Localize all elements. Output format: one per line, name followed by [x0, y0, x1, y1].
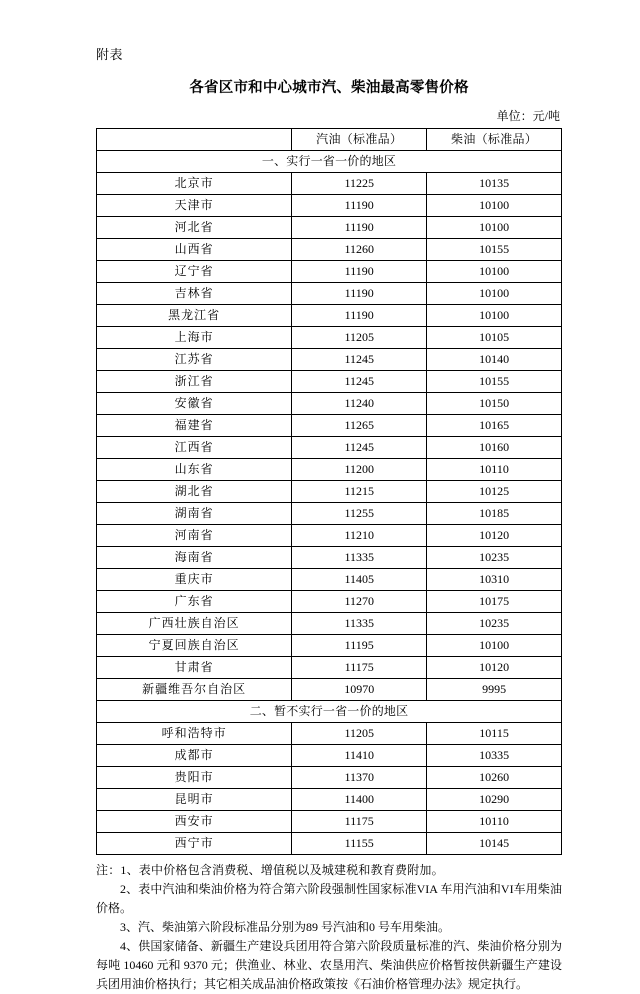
table-header-row	[97, 129, 562, 151]
gasoline-price: 11370	[292, 767, 427, 789]
region-name: 山东省	[97, 459, 292, 481]
table-row	[97, 173, 562, 195]
gasoline-price: 11155	[292, 833, 427, 855]
diesel-price: 10260	[427, 767, 562, 789]
region-name: 新疆维吾尔自治区	[97, 679, 292, 701]
table-row	[97, 195, 562, 217]
region-name: 昆明市	[97, 789, 292, 811]
diesel-price: 10150	[427, 393, 562, 415]
note-2: 2、表中汽油和柴油价格为符合第六阶段强制性国家标准VIA 车用汽油和VI车用柴油价格。	[96, 882, 562, 915]
diesel-price: 10140	[427, 349, 562, 371]
table-row	[97, 525, 562, 547]
notes-block	[96, 861, 562, 994]
table-row	[97, 503, 562, 525]
region-name: 呼和浩特市	[97, 723, 292, 745]
gasoline-price: 11190	[292, 305, 427, 327]
section-label: 二、暂不实行一省一价的地区	[97, 701, 562, 723]
gasoline-price: 11225	[292, 173, 427, 195]
table-row	[97, 789, 562, 811]
section-label: 一、实行一省一价的地区	[97, 151, 562, 173]
region-name: 广东省	[97, 591, 292, 613]
region-name: 甘肃省	[97, 657, 292, 679]
diesel-price: 10100	[427, 217, 562, 239]
table-row	[97, 613, 562, 635]
region-name: 山西省	[97, 239, 292, 261]
region-name: 辽宁省	[97, 261, 292, 283]
gasoline-price: 11245	[292, 349, 427, 371]
gasoline-price: 11200	[292, 459, 427, 481]
region-name: 湖北省	[97, 481, 292, 503]
gasoline-price: 11175	[292, 657, 427, 679]
region-name: 江西省	[97, 437, 292, 459]
gasoline-price: 11405	[292, 569, 427, 591]
gasoline-price: 11195	[292, 635, 427, 657]
region-name: 河北省	[97, 217, 292, 239]
diesel-price: 10185	[427, 503, 562, 525]
region-name: 重庆市	[97, 569, 292, 591]
gasoline-price: 11400	[292, 789, 427, 811]
region-name: 宁夏回族自治区	[97, 635, 292, 657]
gasoline-price: 11190	[292, 195, 427, 217]
gasoline-price: 11245	[292, 371, 427, 393]
region-name: 贵阳市	[97, 767, 292, 789]
gasoline-price: 11205	[292, 327, 427, 349]
table-row	[97, 459, 562, 481]
diesel-price: 10120	[427, 525, 562, 547]
table-row	[97, 811, 562, 833]
region-name: 西安市	[97, 811, 292, 833]
diesel-price: 10155	[427, 239, 562, 261]
region-name: 西宁市	[97, 833, 292, 855]
table-row	[97, 217, 562, 239]
column-header-region	[97, 129, 292, 151]
region-name: 广西壮族自治区	[97, 613, 292, 635]
diesel-price: 10105	[427, 327, 562, 349]
diesel-price: 10155	[427, 371, 562, 393]
region-name: 吉林省	[97, 283, 292, 305]
attachment-label: 附表	[96, 47, 124, 62]
section-row	[97, 701, 562, 723]
region-name: 福建省	[97, 415, 292, 437]
region-name: 浙江省	[97, 371, 292, 393]
region-name: 海南省	[97, 547, 292, 569]
gasoline-price: 11215	[292, 481, 427, 503]
diesel-price: 10100	[427, 635, 562, 657]
gasoline-price: 11255	[292, 503, 427, 525]
gasoline-price: 11270	[292, 591, 427, 613]
column-header-diesel: 柴油（标准品）	[427, 129, 562, 151]
gasoline-price: 11240	[292, 393, 427, 415]
region-name: 上海市	[97, 327, 292, 349]
note-1: 注：1、表中价格包含消费税、增值税以及城建税和教育费附加。	[96, 863, 444, 877]
table-row	[97, 635, 562, 657]
diesel-price: 10235	[427, 547, 562, 569]
diesel-price: 10110	[427, 811, 562, 833]
table-row	[97, 393, 562, 415]
diesel-price: 10290	[427, 789, 562, 811]
diesel-price: 10100	[427, 195, 562, 217]
region-name: 安徽省	[97, 393, 292, 415]
region-name: 江苏省	[97, 349, 292, 371]
table-row	[97, 481, 562, 503]
gasoline-price: 11335	[292, 547, 427, 569]
unit-note: 单位：元/吨	[496, 109, 560, 123]
table-row	[97, 767, 562, 789]
diesel-price: 9995	[427, 679, 562, 701]
diesel-price: 10145	[427, 833, 562, 855]
table-row	[97, 371, 562, 393]
diesel-price: 10160	[427, 437, 562, 459]
table-row	[97, 657, 562, 679]
gasoline-price: 11260	[292, 239, 427, 261]
table-row	[97, 305, 562, 327]
diesel-price: 10175	[427, 591, 562, 613]
diesel-price: 10135	[427, 173, 562, 195]
region-name: 黑龙江省	[97, 305, 292, 327]
diesel-price: 10110	[427, 459, 562, 481]
table-row	[97, 437, 562, 459]
note-3: 3、汽、柴油第六阶段标准品分别为89 号汽油和0 号车用柴油。	[120, 920, 451, 934]
gasoline-price: 11210	[292, 525, 427, 547]
diesel-price: 10120	[427, 657, 562, 679]
table-row	[97, 547, 562, 569]
gasoline-price: 11245	[292, 437, 427, 459]
gasoline-price: 11175	[292, 811, 427, 833]
diesel-price: 10100	[427, 283, 562, 305]
table-row	[97, 745, 562, 767]
column-header-gasoline: 汽油（标准品）	[292, 129, 427, 151]
gasoline-price: 11205	[292, 723, 427, 745]
region-name: 天津市	[97, 195, 292, 217]
table-row	[97, 415, 562, 437]
region-name: 北京市	[97, 173, 292, 195]
section-row	[97, 151, 562, 173]
table-row	[97, 327, 562, 349]
diesel-price: 10100	[427, 261, 562, 283]
region-name: 湖南省	[97, 503, 292, 525]
gasoline-price: 11265	[292, 415, 427, 437]
gasoline-price: 11190	[292, 283, 427, 305]
table-row	[97, 239, 562, 261]
gasoline-price: 11335	[292, 613, 427, 635]
diesel-price: 10100	[427, 305, 562, 327]
table-row	[97, 591, 562, 613]
page-title: 各省区市和中心城市汽、柴油最高零售价格	[189, 80, 469, 96]
diesel-price: 10235	[427, 613, 562, 635]
table-row	[97, 723, 562, 745]
diesel-price: 10335	[427, 745, 562, 767]
gasoline-price: 11190	[292, 261, 427, 283]
diesel-price: 10310	[427, 569, 562, 591]
diesel-price: 10165	[427, 415, 562, 437]
table-row	[97, 283, 562, 305]
table-row	[97, 349, 562, 371]
gasoline-price: 11190	[292, 217, 427, 239]
table-row	[97, 569, 562, 591]
table-row	[97, 679, 562, 701]
gasoline-price: 10970	[292, 679, 427, 701]
table-row	[97, 833, 562, 855]
price-table	[96, 128, 562, 855]
table-row	[97, 261, 562, 283]
diesel-price: 10115	[427, 723, 562, 745]
region-name: 成都市	[97, 745, 292, 767]
region-name: 河南省	[97, 525, 292, 547]
note-4: 4、供国家储备、新疆生产建设兵团用符合第六阶段质量标准的汽、柴油价格分别为每吨 10460 元和 9370 元；供渔业、林业、农垦用汽、柴油供应价格暂按供新疆生产建设兵团用油价格执行；其它相关成品油价格政策按《石油价格管理办法》规定执行。	[96, 939, 562, 991]
diesel-price: 10125	[427, 481, 562, 503]
gasoline-price: 11410	[292, 745, 427, 767]
